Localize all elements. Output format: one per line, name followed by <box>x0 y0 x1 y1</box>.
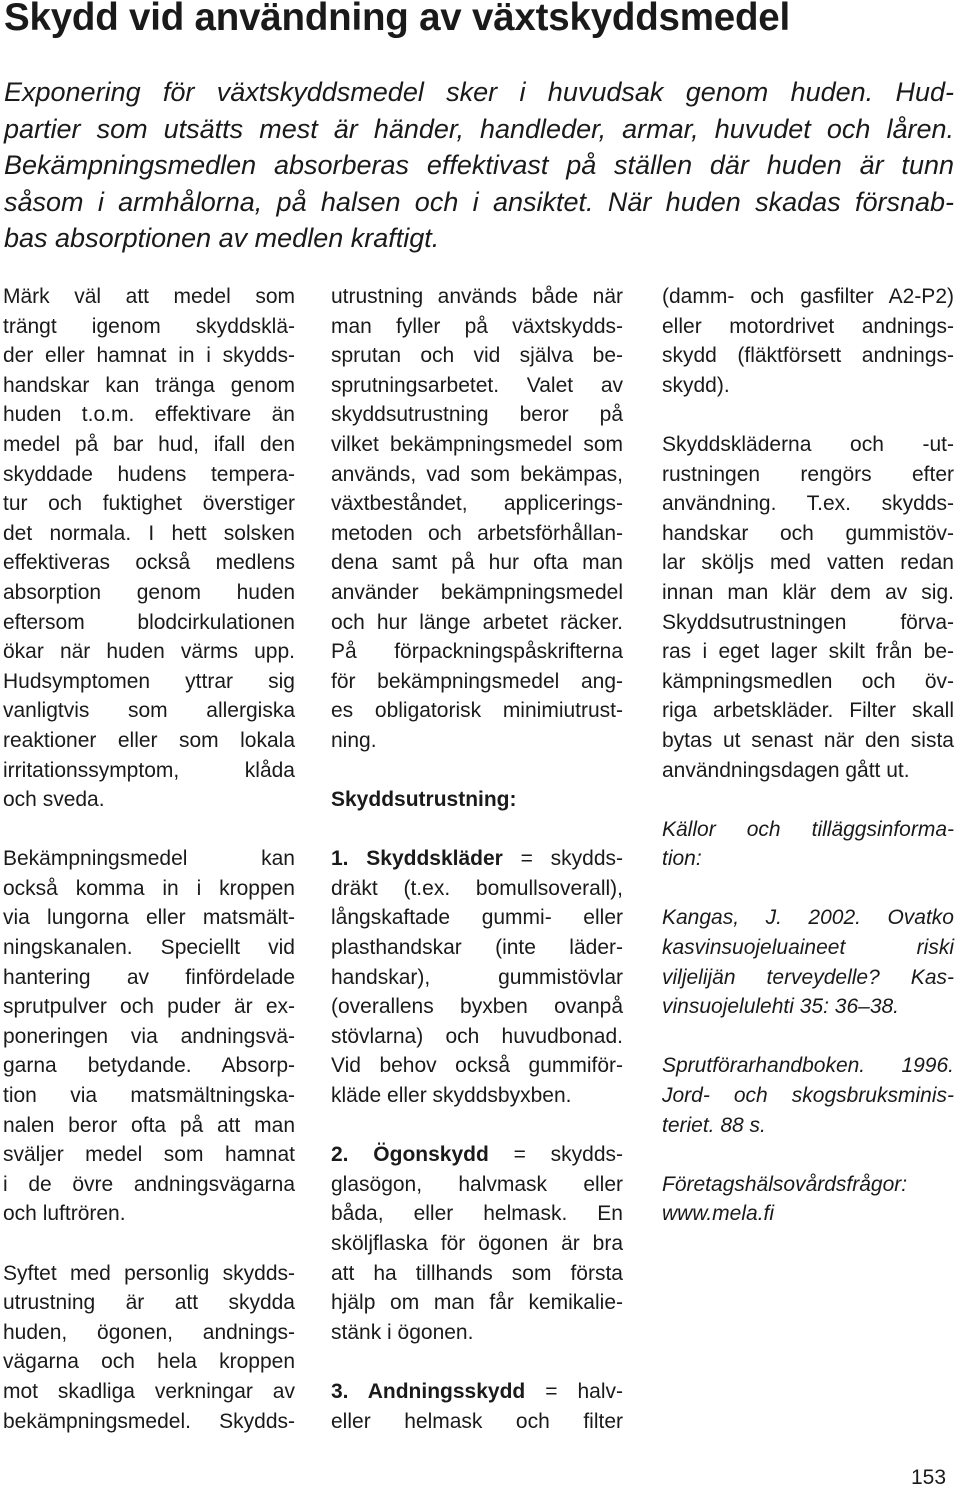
text-line: mot skadliga verkningar av <box>3 1379 295 1403</box>
text-line: dena samt på hur ofta man <box>331 551 623 575</box>
item-label: 1. Skyddskläder <box>331 847 503 871</box>
inhalation-paragraph <box>3 844 295 1229</box>
text-line: Skyddskläderna och -ut- <box>662 432 954 456</box>
text-line: lar sköljs med vatten redan <box>662 551 954 575</box>
text-line: att ha tillhands som första <box>331 1261 623 1285</box>
text-line: ningskanalen. Speciellt vid <box>3 936 295 960</box>
text-line: och luftrören. <box>3 1202 126 1226</box>
source-reference <box>662 1170 954 1229</box>
text-line: utrustning används både när <box>331 285 623 308</box>
text-line: ning. <box>331 728 377 752</box>
text-line: Sprutförarhandboken. 1996. <box>662 1054 954 1078</box>
text-line: innan man klär dem av sig. <box>662 580 954 604</box>
text-line: eftersom blodcirkulationen <box>3 610 295 634</box>
column-1 <box>3 282 295 1436</box>
lead-paragraph <box>4 74 954 257</box>
text-line: Syftet med personlig skydds- <box>3 1261 295 1285</box>
text-line: användning. T.ex. skydds- <box>662 492 954 516</box>
text-line: vilket bekämpningsmedel som <box>331 432 623 456</box>
text-line: eller helmask och filter <box>331 1409 623 1433</box>
text-line: eller motordrivet andnings- <box>662 314 954 338</box>
cleaning-paragraph <box>662 430 954 785</box>
text-line: hantering av finfördelade <box>3 965 295 989</box>
text-line: (overallens byxben ovanpå <box>331 995 623 1019</box>
text-line: rustningen rengörs efter <box>662 462 954 486</box>
text-line: hjälp om man får kemikalie- <box>331 1291 623 1315</box>
source-reference <box>662 1051 954 1140</box>
text-line: använder bekämpningsmedel <box>331 580 623 604</box>
text-line: plasthandskar (inte läder- <box>331 936 623 960</box>
text-line: es obligatorisk minimiutrust- <box>331 699 623 723</box>
text-line: bytas ut senast när den sista <box>662 728 954 752</box>
column-3 <box>662 282 954 1229</box>
text-line: också komma in i kroppen <box>3 876 295 900</box>
text-line: skyddsutrustning beror på <box>331 403 623 427</box>
text-line: Företagshälsovårdsfrågor: <box>662 1172 908 1196</box>
item-label: 2. Ögonskydd <box>331 1143 489 1167</box>
text-line: kläde eller skyddsbyxben. <box>331 1084 572 1108</box>
list-item-andningsskydd <box>331 1377 623 1436</box>
text-line: sköljflaska för ögonen är bra <box>331 1232 623 1255</box>
lead-line: bas absorptionen av medlen kraftigt. <box>4 223 440 253</box>
section-heading: Skyddsutrustning: <box>331 788 517 812</box>
text-line: ökar när huden värms upp. <box>3 640 295 664</box>
text-line: dräkt (t.ex. bomullsoverall), <box>331 876 623 900</box>
list-item-skyddsklader <box>331 844 623 1110</box>
text-line: utrustning är att skydda <box>3 1291 295 1315</box>
text-line: handskar kan tränga genom <box>3 373 295 397</box>
equipment-paragraph <box>331 282 623 756</box>
text-line: tion: <box>662 847 702 871</box>
page-title: Skydd vid användning av växtskyddsmedel <box>4 0 791 39</box>
text-line: nalen beror ofta på att man <box>3 1113 295 1137</box>
text-line: långskaftade gummi- eller <box>331 906 623 930</box>
lead-line: partier som utsätts mest är händer, handleder, armar, huvudet och låren. <box>4 113 954 144</box>
text-line: garna betydande. Absorp- <box>3 1054 295 1078</box>
text-line: medel på bar hud, ifall den <box>3 432 295 456</box>
page-number: 153 <box>911 1466 947 1489</box>
text-line: absorption genom huden <box>3 580 295 604</box>
text-line: reaktioner eller som lokala <box>3 728 295 752</box>
text-line: kasvinsuojeluaineet riski <box>662 936 954 960</box>
text-line: riga arbetskläder. Filter skall <box>662 699 954 723</box>
item-text: = skydds- <box>488 1143 623 1167</box>
text-line: irritationssymptom, klåda <box>3 758 295 782</box>
text-line: används, vad som bekämpas, <box>331 462 623 486</box>
item-label: 3. Andningsskydd <box>331 1379 526 1403</box>
text-line: Hudsymptomen yttrar sig <box>3 669 295 693</box>
text-line: via lungorna eller matsmält- <box>3 906 295 930</box>
text-line: vägarna och hela kroppen <box>3 1350 295 1374</box>
text-line: På förpackningspåskrifterna <box>331 640 623 664</box>
text-line: och hur länge arbetet räcker. <box>331 610 623 634</box>
column-2 <box>331 282 623 1436</box>
text-line: vinsuojelulehti 35: 36–38. <box>662 995 900 1019</box>
text-line: det normala. I hett solsken <box>3 521 295 545</box>
text-line <box>331 844 623 874</box>
text-line: bekämpningsmedel. Skydds- <box>3 1409 295 1433</box>
text-line: handskar och gummistöv- <box>662 521 954 545</box>
text-line: tur och fuktighet överstiger <box>3 492 295 516</box>
text-line: skyddade hudens tempera- <box>3 462 295 486</box>
text-line: Skyddsutrustningen förva- <box>662 610 954 634</box>
text-line: skydd). <box>662 373 730 397</box>
text-line: kämpningsmedlen och öv- <box>662 669 954 693</box>
purpose-paragraph <box>3 1259 295 1437</box>
text-line: vanligtvis som allergiska <box>3 699 295 723</box>
text-line: skydd (fläktförsett andnings- <box>662 344 954 368</box>
text-line: och sveda. <box>3 788 105 812</box>
filter-paragraph <box>662 282 954 400</box>
text-line: glasögon, halvmask eller <box>331 1172 623 1196</box>
text-line: för bekämpningsmedel ang- <box>331 669 623 693</box>
item-text: = skydds- <box>502 847 623 871</box>
text-line: (damm- och gasfilter A2-P2) <box>662 285 954 308</box>
text-line: teriet. 88 s. <box>662 1113 766 1137</box>
text-line: Bekämpningsmedel kan <box>3 847 295 871</box>
text-line: metoden och arbetsförhållan- <box>331 521 623 545</box>
text-line: trängt igenom skyddsklä- <box>3 314 295 338</box>
text-line: Jord- och skogsbruksminis- <box>662 1084 954 1108</box>
source-reference <box>662 903 954 1021</box>
item-text: = halv- <box>525 1379 623 1403</box>
text-line: i de övre andningsvägarna <box>3 1172 295 1196</box>
text-line: Källor och tilläggsinforma- <box>662 817 954 841</box>
sources-heading <box>662 815 954 874</box>
text-line: der eller hamnat in i skydds- <box>3 344 295 368</box>
text-line <box>331 1140 623 1170</box>
lead-line: Exponering för växtskyddsmedel sker i huvudsak genom huden. Hud- <box>4 77 954 107</box>
text-line: handskar), gummistövlar <box>331 965 623 989</box>
text-line: sprutan och vid själva be- <box>331 344 623 368</box>
text-line: effektiveras också medlens <box>3 551 295 575</box>
text-line: sprutningsarbetet. Valet av <box>331 373 623 397</box>
text-line: tion via matsmältningska- <box>3 1084 295 1108</box>
text-line: poneringen via andningsvä- <box>3 1024 295 1048</box>
text-line: användningsdagen gått ut. <box>662 758 910 782</box>
text-line: huden t.o.m. effektivare än <box>3 403 295 427</box>
list-item-ogonskydd <box>331 1140 623 1347</box>
text-line: sprutpulver och puder är ex- <box>3 995 295 1019</box>
text-line: viljelijän terveydelle? Kas- <box>662 965 954 989</box>
text-line: Vid behov också gummiför- <box>331 1054 623 1078</box>
web-link[interactable]: www.mela.fi <box>662 1202 775 1226</box>
text-line: stänk i ögonen. <box>331 1320 474 1344</box>
lead-line: såsom i armhålorna, på halsen och i ansiktet. När huden skadas försnab- <box>4 186 954 217</box>
text-line: Märk väl att medel som <box>3 285 295 308</box>
text-line: växtbeståndet, applicerings- <box>331 492 623 516</box>
lead-line: Bekämpningsmedlen absorberas effektivast på ställen där huden är tunn <box>4 150 954 180</box>
exposure-paragraph <box>3 282 295 815</box>
text-line: stövlarna) och huvudbonad. <box>331 1024 623 1048</box>
text-line: ras i eget lager skilt från be- <box>662 640 954 664</box>
text-line <box>331 1377 623 1407</box>
text-line: man fyller på växtskydds- <box>331 314 623 338</box>
text-line: sväljer medel som hamnat <box>3 1143 295 1167</box>
text-line: båda, eller helmask. En <box>331 1202 623 1226</box>
text-line: Kangas, J. 2002. Ovatko <box>662 906 954 930</box>
text-line: huden, ögonen, andnings- <box>3 1320 295 1344</box>
